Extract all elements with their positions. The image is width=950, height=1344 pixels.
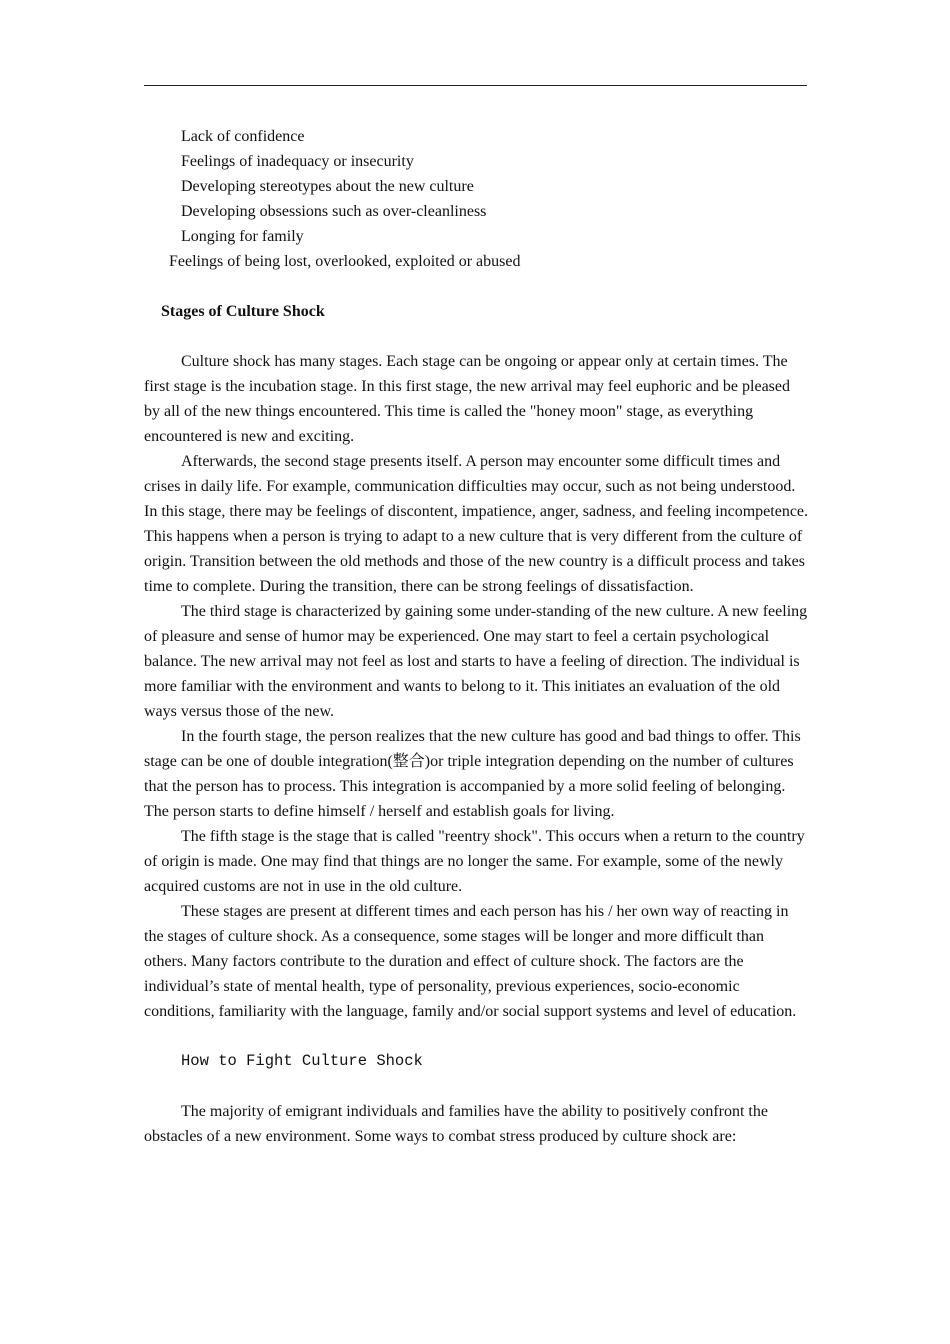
symptom-list	[144, 124, 808, 274]
paragraph: Culture shock has many stages. Each stage can be ongoing or appear only at certain times. The first stage is the incubation stage. In this first stage, the new arrival may feel euphoric and be pleased by all of the new things encountered. This time is called the "honey moon" stage, as everything encountered is new and exciting.	[144, 353, 791, 445]
paragraph: In the fourth stage, the person realizes that the new culture has good and bad things to offer. This stage can be one of double integration(整合)or triple integration depending on the number of cultures that the person has to process. This integration is accompanied by a more solid feeling of belonging. The person starts to define himself / herself and establish goals for living.	[144, 728, 801, 820]
section-heading-fight: How to Fight Culture Shock	[181, 1052, 423, 1070]
section-heading-stages: Stages of Culture Shock	[161, 303, 325, 320]
paragraph: These stages are present at different times and each person has his / her own way of reacting in the stages of culture shock. As a consequence, some stages will be longer and more difficult than others. Many factors contribute to the duration and effect of culture shock. The factors are the individual’s state of mental health, type of personality, previous experiences, socio-economic conditions, familiarity with the language, family and/or social support systems and level of education.	[144, 903, 797, 1020]
paragraph: The third stage is characterized by gaining some under-standing of the new culture. A new feeling of pleasure and sense of humor may be experienced. One may start to feel a certain psychological balance. The new arrival may not feel as lost and starts to have a feeling of direction. The individual is more familiar with the environment and wants to belong to it. This initiates an evaluation of the old ways versus those of the new.	[144, 603, 808, 720]
list-item: Feelings of being lost, overlooked, exploited or abused	[169, 253, 521, 270]
header-rule	[144, 85, 807, 86]
stages-section	[144, 349, 808, 1024]
paragraph: The majority of emigrant individuals and families have the ability to positively confront the obstacles of a new environment. Some ways to combat stress produced by culture shock are:	[144, 1103, 768, 1145]
list-item: Longing for family	[181, 228, 304, 245]
list-item: Lack of confidence	[181, 128, 305, 145]
fight-section	[144, 1099, 808, 1149]
paragraph: Afterwards, the second stage presents itself. A person may encounter some difficult times and crises in daily life. For example, communication difficulties may occur, such as not being understood. In this stage, there may be feelings of discontent, impatience, anger, sadness, and feeling incompetence. This happens when a person is trying to adapt to a new culture that is very different from the culture of origin. Transition between the old methods and those of the new country is a difficult process and takes time to complete. During the transition, there can be strong feelings of dissatisfaction.	[144, 453, 809, 595]
list-item: Feelings of inadequacy or insecurity	[181, 153, 414, 170]
list-item: Developing stereotypes about the new culture	[181, 178, 474, 195]
list-item: Developing obsessions such as over-cleanliness	[181, 203, 487, 220]
paragraph: The fifth stage is the stage that is called "reentry shock". This occurs when a return to the country of origin is made. One may find that things are no longer the same. For example, some of the newly acquired customs are not in use in the old culture.	[144, 828, 805, 895]
document-body	[144, 124, 808, 1149]
